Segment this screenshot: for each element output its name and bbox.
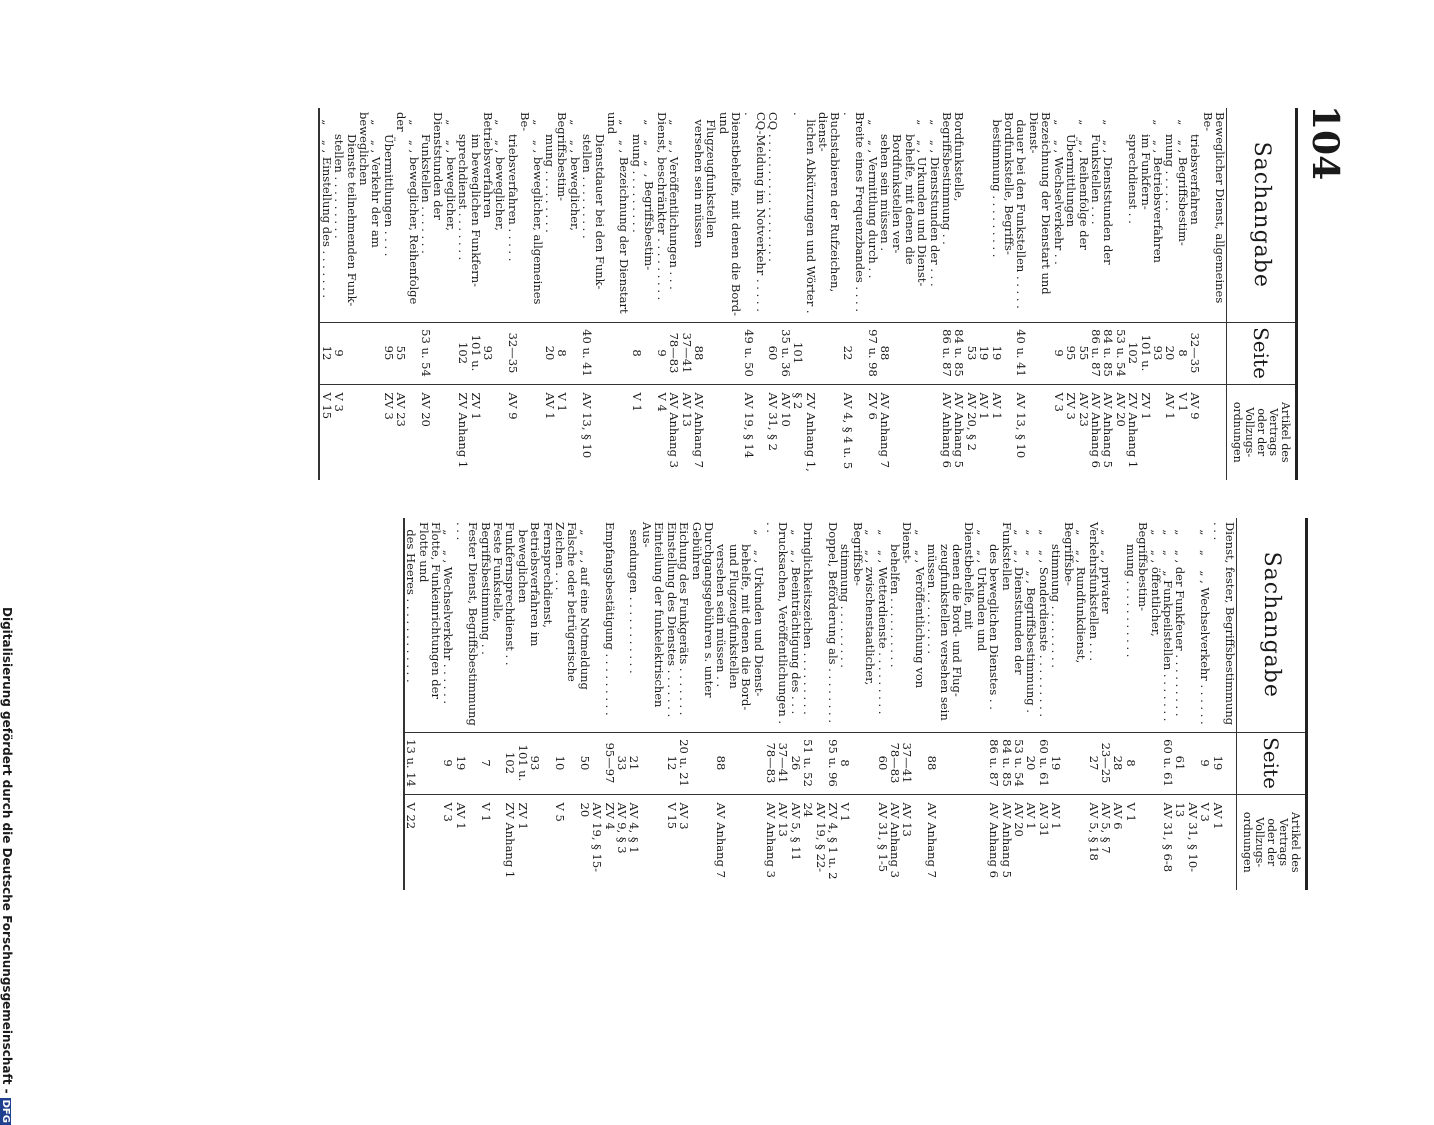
header-article: Artikel des Vertrags oder der Vollzugs- ordnungen	[1237, 794, 1307, 890]
entry-subject: „ „ , Urkunden und Dienst- behelfe, mit denen die Bordfunkstellen ver- sehen sein müssen .	[878, 119, 930, 287]
entry-page	[928, 322, 940, 384]
entry-page: 8	[839, 732, 876, 794]
table-row	[988, 518, 1025, 890]
entry-page: 37—41 78—83	[889, 732, 926, 794]
entry-article: AV 13, § 10	[1015, 384, 1052, 480]
table-row	[504, 518, 554, 890]
entry-page: 22	[841, 322, 866, 384]
entry-page	[690, 732, 715, 794]
table-row	[767, 108, 792, 480]
entry-subject: „ „ , beweglicher, Betriebsverfahren im beweglichen Funkfern- sprechdienst . . . . . . .	[456, 112, 508, 288]
table-row	[876, 518, 888, 890]
entry-subject: „ „ , beweglicher, Reihenfolge der Übermittlungen . . . .	[381, 112, 421, 305]
entry-article: AV 13 AV Anhang 3	[668, 384, 693, 480]
header-page: Seite	[1227, 322, 1297, 384]
dfg-logo: DFG	[0, 1099, 11, 1123]
entry-article: ZV 4, § 1 u. 2	[827, 794, 839, 890]
index-table-left	[318, 108, 1298, 480]
table-row	[1124, 518, 1161, 890]
table-row	[631, 108, 656, 480]
table-row	[479, 518, 504, 890]
entry-article: V 3	[1199, 794, 1211, 890]
table-row	[319, 108, 332, 480]
entry-subject: „ „ , Dienststunden der . . .	[927, 112, 942, 287]
entry-subject: „ „ , privater Verkehrsfunkstellen . . .	[1086, 522, 1113, 661]
entry-article: AV 1	[990, 384, 1015, 480]
entry-page: 19	[990, 322, 1015, 384]
entry-page: 10	[554, 732, 579, 794]
entry-subject: „ „ , Veröffentlichungen . . .	[667, 112, 682, 290]
entry-subject: Drucksachen, Veröffentlichungen . . .	[763, 522, 791, 728]
entry-page: 50	[578, 732, 603, 794]
entry-article: AV 31, § 10-13	[1174, 794, 1199, 890]
table-row	[603, 518, 628, 890]
entry-article: ZV 1 ZV Anhang 1	[504, 794, 554, 890]
table-row	[404, 518, 442, 890]
entry-page: 60	[876, 732, 888, 794]
entry-subject: Dienst, beschränkter . . . . . . . . .	[654, 112, 669, 301]
entry-subject: Doppel, Beförderung als . . . . . . . .	[826, 522, 840, 724]
entry-article: V 1	[631, 384, 656, 480]
entry-subject: „ „ , Beeinträchtigung des . . .	[788, 522, 803, 715]
table-row	[454, 518, 479, 890]
table-row	[827, 518, 839, 890]
entry-page: 55 95	[1065, 322, 1090, 384]
table-row	[866, 108, 878, 480]
entry-page: 88	[926, 732, 988, 794]
table-row	[420, 108, 457, 480]
table-row	[1211, 518, 1236, 890]
entry-page: 19	[454, 732, 479, 794]
entry-page: 19	[1211, 732, 1236, 794]
entry-page: 32—35	[506, 322, 543, 384]
entry-subject: Eichung des Funkgeräts . . . . . . .	[677, 522, 692, 716]
table-row	[1052, 108, 1064, 480]
entry-page: 88	[715, 732, 765, 794]
entry-page: 40 u. 41	[581, 322, 631, 384]
entry-article: AV 13 AV Anhang 3	[889, 794, 926, 890]
table-row	[678, 518, 690, 890]
table-row	[802, 518, 827, 890]
entry-subject: Dringlichkeitszeichen . . . . . . . . .	[801, 522, 816, 715]
entry-article: AV 19, § 15-20	[578, 794, 603, 890]
entry-page: 61	[1174, 732, 1199, 794]
entry-article: ZV Anhang 1, § 2	[792, 384, 842, 480]
entry-subject: „ „ , beweglicher, Begriffsbestim- mung . . . . . . . . .	[543, 112, 582, 233]
table-row	[690, 518, 715, 890]
entry-subject: Dienstbehelfe, mit denen die Bord- und Flugzeugfunkstellen versehen sein müssen	[691, 112, 744, 316]
table-row	[1065, 108, 1090, 480]
entry-page: 93 101 u. 102	[1127, 322, 1164, 384]
table-row	[1038, 518, 1050, 890]
table-row	[1199, 518, 1211, 890]
entry-subject: „ „ , Wechselverkehr . . . . . .	[441, 522, 456, 705]
entry-subject: „ „ , Begriffsbestim- mung . . . . . .	[1163, 119, 1190, 246]
table-row	[990, 108, 1015, 480]
entry-article: AV 9, § 3 ZV 4	[603, 794, 628, 890]
entry-subject: Dienst, fester, Begriffsbestimmung . . .	[1210, 522, 1237, 729]
entry-subject: Bordfunkstelle, Begriffsbestimmung . .	[940, 112, 967, 245]
table-header-row	[1237, 518, 1307, 890]
table-row	[628, 518, 665, 890]
entry-subject: Beweglicher Dienst, allgemeines Be- triebsverfahren	[1188, 112, 1227, 304]
table-header-row	[1227, 108, 1297, 480]
entry-page: 9	[442, 732, 454, 794]
entry-page: 88	[879, 322, 929, 384]
credit-text: Digitalisierung gefördert durch die Deutsche Forschungsgemeinschaft -	[0, 607, 14, 1094]
table-row	[1025, 518, 1037, 890]
table-row	[889, 518, 926, 890]
table-row	[581, 108, 631, 480]
entry-article: V 4	[655, 384, 667, 480]
entry-article: V 3	[442, 794, 454, 890]
entry-page: 93 101 u. 102	[504, 732, 554, 794]
entry-article: AV 23 ZV 3	[382, 384, 419, 480]
table-row	[1174, 518, 1199, 890]
table-row	[442, 518, 454, 890]
table-row	[926, 518, 988, 890]
entry-subject: Buchstabieren der Rufzeichen, dienst- lichen Abkürzungen und Wörter . .	[791, 112, 843, 314]
entry-subject: Einstellung des Dienstes . . . . . . .	[664, 522, 679, 718]
entry-subject: CQ . . . . . . . . . . . . . . . . . .	[766, 112, 781, 262]
entry-subject: Falsche oder betrügerische Zeichen . . .	[553, 522, 580, 686]
header-article: Artikel des Vertrags oder der Vollzugs- ordnungen	[1227, 384, 1297, 480]
entry-page: 19	[1050, 732, 1087, 794]
table-row	[1189, 108, 1227, 480]
table-row	[382, 108, 419, 480]
entry-article: AV Anhang 7	[715, 794, 765, 890]
entry-article: AV 31, § 1-5	[876, 794, 888, 890]
table-row	[665, 518, 677, 890]
entry-subject: „ „ , Wechselverkehr . .	[1051, 112, 1066, 265]
entry-subject: Flotte, Funkeinrichtungen der Flotte und des Heeres . . . . . . . . . . . .	[404, 518, 442, 732]
entry-page: 55 95	[382, 322, 419, 384]
entry-article: AV 3	[678, 794, 690, 890]
entry-article: AV 20 AV Anhang 5 AV Anhang 6	[1090, 384, 1127, 480]
entry-page: 8 20	[1164, 322, 1189, 384]
entry-article: AV Anhang 7	[693, 384, 743, 480]
entry-page: 37—41 78—83	[668, 322, 693, 384]
table-row	[841, 108, 866, 480]
entry-article: AV 1	[1050, 794, 1087, 890]
entry-page: 20	[1025, 732, 1037, 794]
table-row	[655, 108, 667, 480]
entry-subject: „ „ , Veröffentlichung von Dienst- behelfen . . . . . . . . . .	[888, 522, 927, 689]
entry-subject: „ „ , Sonderdienste . . . . . . . . .	[1036, 522, 1051, 718]
entry-article: V 1	[479, 794, 504, 890]
entry-subject: „ „ , beweglicher, Dienststunden der Funkstellen . . . . . . .	[419, 112, 458, 254]
entry-subject: „ „ , auf eine Notmeldung	[577, 522, 592, 690]
entry-subject: „ „ „ , Begriffsbestim- mung . . . . . . . . .	[629, 119, 657, 271]
entry-article: V 1	[1124, 794, 1161, 890]
entry-article: AV 1	[1025, 794, 1037, 890]
entry-subject: „ „ , Dienststunden der Funkstellen . . .	[1088, 119, 1116, 265]
entry-subject: Fester Dienst, Begriffsbestimmung . . .	[453, 522, 481, 730]
table-row	[715, 518, 765, 890]
entry-subject: Durchgangsgebühren s. unter Gebühren	[689, 522, 716, 702]
entry-subject: Bordfunkstelle, Begriffs- bestimmung . . . . . . . . .	[989, 112, 1017, 258]
table-row	[544, 108, 581, 480]
entry-article: AV 6 AV 5, § 7 AV 5, § 18	[1087, 794, 1124, 890]
entry-page: 51 u. 52	[802, 732, 827, 794]
table-row	[668, 108, 693, 480]
entry-article: ZV 1 ZV Anhang 1	[1127, 384, 1164, 480]
header-subject: Sachangabe	[1249, 141, 1275, 288]
table-row	[742, 108, 767, 480]
entry-article: V 22	[404, 794, 442, 890]
entry-article: AV 9	[1189, 384, 1227, 480]
table-row	[457, 108, 507, 480]
entry-page: 60 u. 61	[1038, 732, 1050, 794]
entry-page: 53 u. 54 84 u. 85 86 u. 87	[1090, 322, 1127, 384]
entry-page: 12	[665, 732, 677, 794]
entry-subject: „ „ , Wetterdienste . . . . . . . . .	[875, 522, 890, 715]
entry-subject: CQ-Meldung im Notverkehr . . . . . .	[741, 112, 768, 316]
entry-article	[690, 794, 715, 890]
entry-page: 28 23—25 27	[1087, 732, 1124, 794]
entry-article: AV 4, § 4 u. 5	[841, 384, 866, 480]
entry-subject: „ „ „ , Wechselverkehr . . . . . .	[1198, 522, 1213, 725]
entry-page: 26	[789, 732, 801, 794]
entry-page: 49 u. 50	[742, 322, 767, 384]
entry-subject: „ „ „ , Begriffsbestimmung .	[1024, 522, 1039, 713]
entry-subject: „ „ , Einstellung des . . . . . . .	[319, 108, 332, 322]
table-row	[1164, 108, 1189, 480]
table-row	[1127, 108, 1164, 480]
entry-subject: „ „ , Dienststunden der Funkstellen des beweglichen Dienstes . .	[987, 522, 1027, 710]
entry-article: AV 1	[1211, 794, 1236, 890]
entry-page: 7	[479, 732, 504, 794]
entry-page: 21	[628, 732, 665, 794]
entry-page: 33 95—97	[603, 732, 628, 794]
table-row	[1087, 518, 1124, 890]
digitization-credit	[0, 607, 14, 1125]
entry-article: V 1	[839, 794, 876, 890]
entry-subject: „ „ , Bezeichnung der Dienstart und Dienstdauer bei den Funk- stellen . . . . . . . . .	[580, 112, 632, 314]
table-row	[1090, 108, 1127, 480]
entry-subject: Bezeichnung der Dienstart und Dienst- dauer bei den Funkstellen . . . . .	[1014, 112, 1054, 309]
entry-subject: „ „ „ Funkpeilstellen . . . . . . .	[1160, 522, 1175, 722]
table-row	[928, 108, 940, 480]
entry-page: 40 u. 41	[1015, 322, 1052, 384]
entry-article: ZV 1 ZV Anhang 1	[457, 384, 507, 480]
table-row	[1162, 518, 1174, 890]
entry-article	[928, 384, 940, 480]
page-number: 104	[1304, 105, 1346, 181]
entry-article: AV 20	[420, 384, 457, 480]
table-row	[333, 108, 383, 480]
header-page: Seite	[1237, 732, 1307, 794]
entry-article: AV 1 AV 20, § 2 AV Anhang 5 AV Anhang 6	[941, 384, 991, 480]
entry-page: 95 u. 96	[827, 732, 839, 794]
entry-page: 101	[792, 322, 842, 384]
header-subject: Sachangabe	[1259, 551, 1285, 698]
table-row	[789, 518, 801, 890]
entry-article: AV 1	[454, 794, 479, 890]
table-row	[1050, 518, 1087, 890]
entry-page: 8	[631, 322, 656, 384]
entry-subject: „ „ , zwischenstaatlicher, Begriffsbe- stimmung . . . . . . . . .	[838, 522, 878, 686]
entry-page: 9	[1052, 322, 1064, 384]
entry-article: V 15	[319, 384, 332, 480]
entry-page: 35 u. 36 60	[767, 322, 792, 384]
entry-article: AV 9	[506, 384, 543, 480]
table-row	[839, 518, 876, 890]
entry-page: 97 u. 98	[866, 322, 878, 384]
entry-subject: „ „ , Urkunden und Dienst- behelfe, mit denen die Bord- und Flugzeugfunkstellen versehen sein müssen . .	[714, 529, 766, 711]
entry-subject: „ „ , Reihenfolge der Übermittlungen	[1064, 119, 1091, 250]
entry-page: 93 101 u. 102	[457, 322, 507, 384]
entry-page: 8 20	[544, 322, 581, 384]
entry-article: V 3	[333, 384, 383, 480]
entry-page: 20 u. 21	[678, 732, 690, 794]
entry-page: 37—41 78—83	[765, 732, 790, 794]
entry-page: 53 u. 54 84 u. 85 86 u. 87	[988, 732, 1025, 794]
entry-article: AV 31	[1038, 794, 1050, 890]
entry-article: AV 13 AV Anhang 3	[765, 794, 790, 890]
entry-page: 9	[333, 322, 383, 384]
table-row	[1015, 108, 1052, 480]
entry-article: AV Anhang 7	[926, 794, 988, 890]
index-table-right	[403, 518, 1308, 890]
entry-page: 13 u. 14	[404, 732, 442, 794]
entry-subject: „ „ , Betriebsverfahren im Funkfern- sprechdienst . .	[1126, 119, 1165, 263]
entry-page: 8	[1124, 732, 1161, 794]
entry-article: V 3	[1052, 384, 1064, 480]
entry-subject: Breite eines Frequenzbandes . . . . .	[840, 112, 868, 316]
entry-subject: „ „ , Rundfunkdienst, Begriffsbe- stimmung . . . . . . . . .	[1049, 522, 1089, 668]
entry-article: V 1 AV 1	[1164, 384, 1189, 480]
entry-page: 19 53 84 u. 85 86 u. 87	[941, 322, 991, 384]
entry-page: 9	[655, 322, 667, 384]
entry-page: 60 u. 61	[1162, 732, 1174, 794]
entry-article: AV 20 AV Anhang 5 AV Anhang 6	[988, 794, 1025, 890]
entry-article: ZV 6	[866, 384, 878, 480]
entry-article: AV 5, § 11	[789, 794, 801, 890]
entry-subject: Fernsprechdienst, Betriebsverfahren im beweglichen Funkfernsprechdienst . .	[503, 522, 555, 666]
table-row	[792, 108, 842, 480]
entry-article: AV 31, § 6-8	[1162, 794, 1174, 890]
table-row	[578, 518, 603, 890]
entry-article: AV 13, § 10	[581, 384, 631, 480]
entry-page: 53 u. 54	[420, 322, 457, 384]
entry-subject: „ „ , beweglicher, allgemeines Be- triebsverfahren . . . . .	[505, 112, 545, 305]
table-row	[554, 518, 579, 890]
table-row	[879, 108, 929, 480]
entry-subject: „ „ , der Funkfeuer . . . . . . . . .	[1173, 522, 1188, 717]
table-row	[506, 108, 543, 480]
entry-article: AV 19, § 14	[742, 384, 767, 480]
table-row	[941, 108, 991, 480]
entry-article: AV 19, § 22-24	[802, 794, 827, 890]
entry-article: AV Anhang 7	[879, 384, 929, 480]
entry-subject: „ „ , Vermittlung durch . .	[865, 112, 880, 279]
entry-page: 88	[693, 322, 743, 384]
entry-article: V 1 AV 1	[544, 384, 581, 480]
table-row	[765, 518, 790, 890]
entry-subject: „ „ , Verkehr der am beweglichen Dienste teilnehmenden Funk- stellen . . . . . . . . .	[332, 112, 384, 307]
entry-article: AV 4, § 1	[628, 794, 665, 890]
table-row	[693, 108, 743, 480]
entry-article: V 5	[554, 794, 579, 890]
entry-article: V 15	[665, 794, 677, 890]
entry-page: 32—35	[1189, 322, 1227, 384]
entry-page: 12	[319, 322, 332, 384]
entry-subject: „ „ , Urkunden und Dienstbehelfe, mit denen die Bord- und Flug- zeugfunkstellen versehen sein müssen . . . . . . . . .	[925, 522, 989, 721]
entry-page: 9	[1199, 732, 1211, 794]
entry-subject: Empfangsbestätigung . . . . . . . . .	[602, 522, 617, 716]
entry-subject: Einteilung der funkelektrischen Aus- sendungen . . . . . . . . . . .	[627, 522, 667, 708]
entry-article: AV 10 AV 31, § 2	[767, 384, 792, 480]
entry-subject: „ „ , öffentlicher, Begriffsbestim- mung . . . . . . . . . . .	[1123, 522, 1163, 658]
entry-article: AV 23 ZV 3	[1065, 384, 1090, 480]
entry-subject: Feste Funkstelle, Begriffsbestimmung . .	[478, 522, 506, 655]
